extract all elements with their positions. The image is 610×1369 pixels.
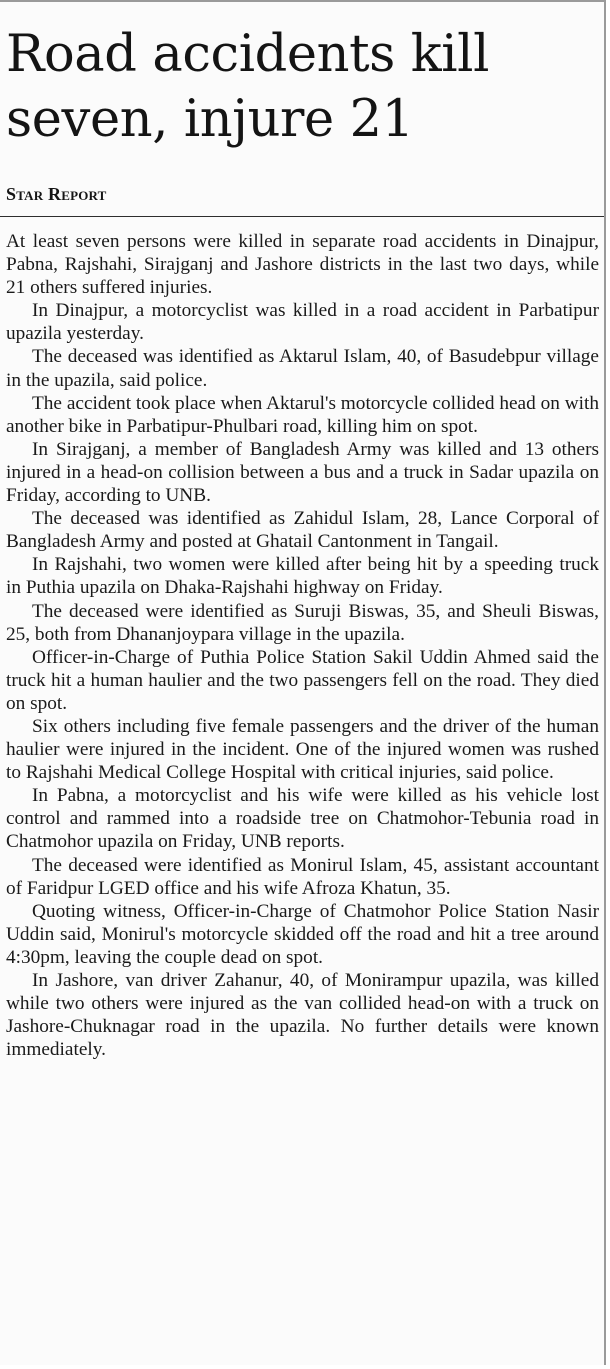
paragraph-13: Quoting witness, Officer-in-Charge of Chatmohor Police Station Nasir Uddin said, Monirul's motorcycle skidded off the road and hit a tree around 4:30pm, leaving the couple dead on spot. — [6, 900, 599, 968]
paragraph-10: Six others including five female passengers and the driver of the human haulier were injured in the incident. One of the injured women was rushed to Rajshahi Medical College Hospital with critical injuries, said police. — [6, 715, 599, 784]
article-body — [6, 230, 599, 1061]
headline-line-1: Road accidents kill — [6, 25, 490, 84]
paragraph-14: In Jashore, van driver Zahanur, 40, of Monirampur upazila, was killed while two others were injured as the van collided head-on with a truck on Jashore-Chuknagar road in the upazila. No further details were known immediately. — [6, 970, 599, 1061]
paragraph-5: In Sirajganj, a member of Bangladesh Army was killed and 13 others injured in a head-on collision between a bus and a truck in Sadar upazila on Friday, according to UNB. — [6, 438, 599, 507]
paragraph-3: The deceased was identified as Aktarul Islam, 40, of Basudebpur village in the upazila, said police. — [6, 346, 599, 391]
headline — [6, 22, 596, 152]
paragraph-7: In Rajshahi, two women were killed after being hit by a speeding truck in Puthia upazila on Dhaka-Rajshahi highway on Friday. — [6, 554, 599, 599]
paragraph-12: The deceased were identified as Monirul Islam, 45, assistant accountant of Faridpur LGED office and his wife Afroza Khatun, 35. — [6, 854, 599, 899]
paragraph-4: The accident took place when Aktarul's motorcycle collided head on with another bike in Parbatipur-Phulbari road, killing him on spot. — [6, 392, 599, 437]
paragraph-11: In Pabna, a motorcyclist and his wife were killed as his vehicle lost control and rammed into a roadside tree on Chatmohor-Tebunia road in Chatmohor upazila on Friday, UNB reports. — [6, 785, 599, 853]
paragraph-2: In Dinajpur, a motorcyclist was killed in a road accident in Parbatipur upazila yesterday. — [6, 300, 599, 345]
headline-line-2: seven, injure 21 — [6, 90, 414, 149]
paragraph-8: The deceased were identified as Suruji Biswas, 35, and Sheuli Biswas, 25, both from Dhananjoypara village in the upazila. — [6, 600, 599, 645]
paragraph-6: The deceased was identified as Zahidul Islam, 28, Lance Corporal of Bangladesh Army and posted at Ghatail Cantonment in Tangail. — [6, 508, 599, 553]
byline-divider — [0, 216, 604, 217]
byline: Star Report — [6, 184, 107, 204]
paragraph-1: At least seven persons were killed in separate road accidents in Dinajpur, Pabna, Rajshahi, Sirajganj and Jashore districts in the last two days, while 21 others suffered injuries. — [6, 231, 599, 299]
paragraph-9: Officer-in-Charge of Puthia Police Station Sakil Uddin Ahmed said the truck hit a human haulier and the two passengers fell on the road. They died on spot. — [6, 646, 599, 714]
